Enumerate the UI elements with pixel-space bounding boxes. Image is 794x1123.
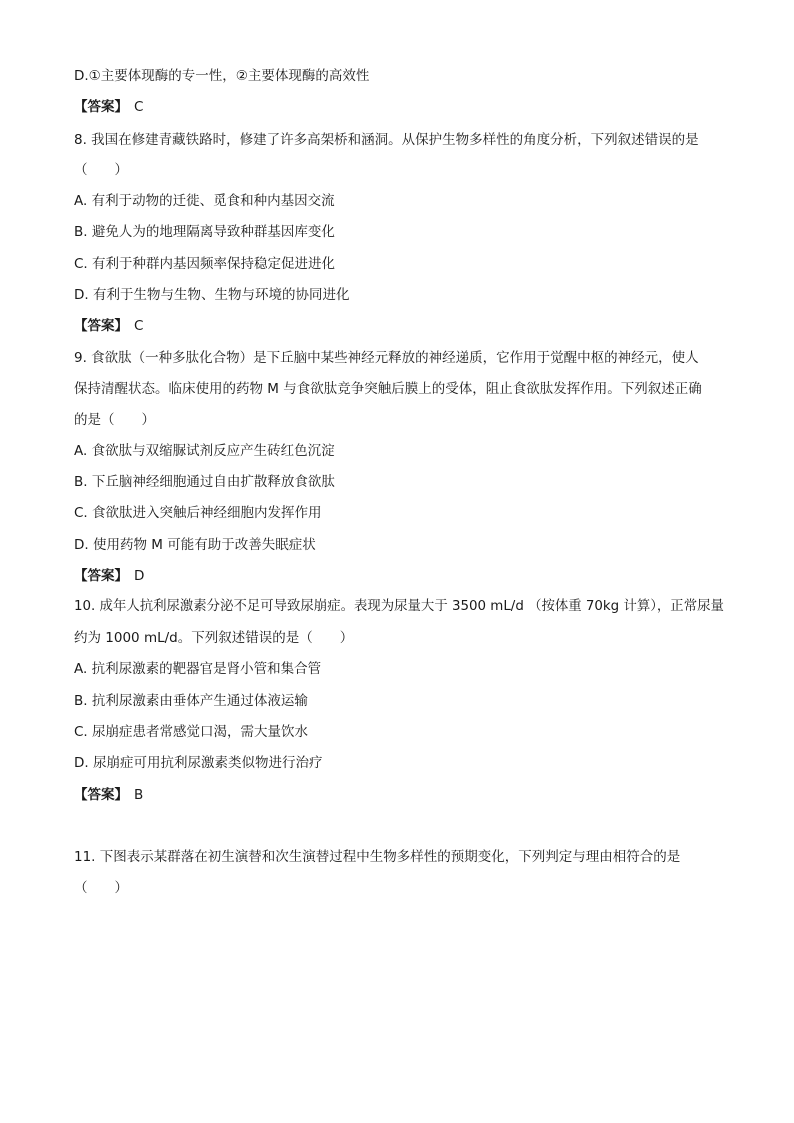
q10-option-a: A. 抗利尿激素的靶器官是肾小管和集合管 (74, 661, 322, 677)
q8-stem-line-1: 8. 我国在修建青藏铁路时，修建了许多高架桥和涵洞。从保护生物多样性的角度分析，下列叙述错误的是 (74, 132, 699, 148)
q10-option-b: B. 抗利尿激素由垂体产生通过体液运输 (74, 693, 308, 709)
q10-answer (74, 785, 143, 805)
q9-option-d: D. 使用药物 M 可能有助于改善失眠症状 (74, 537, 316, 553)
q8-option-d: D. 有利于生物与生物、生物与环境的协同进化 (74, 287, 350, 303)
answer-letter: C (134, 99, 144, 115)
answer-label: 【答案】 (74, 99, 128, 115)
q11-stem-line-2: （ ） (74, 880, 128, 896)
q9-stem-line-1: 9. 食欲肽（一种多肽化合物）是下丘脑中某些神经元释放的神经递质，它作用于觉醒中枢的神经元，使人 (74, 350, 699, 366)
q8-answer (74, 316, 143, 336)
q8-option-b: B. 避免人为的地理隔离导致种群基因库变化 (74, 224, 335, 240)
answer-label: 【答案】 (74, 787, 128, 803)
q9-option-c: C. 食欲肽进入突触后神经细胞内发挥作用 (74, 505, 322, 521)
answer-label: 【答案】 (74, 318, 128, 334)
answer-letter: B (134, 787, 144, 803)
q11-stem-line-1: 11. 下图表示某群落在初生演替和次生演替过程中生物多样性的预期变化，下列判定与理由相符合的是 (74, 849, 681, 865)
answer-letter: D (134, 568, 145, 584)
q7-option-d: D.①主要体现酶的专一性，②主要体现酶的高效性 (74, 68, 370, 84)
q10-stem-line-2: 约为 1000 mL/d。下列叙述错误的是（ ） (74, 630, 354, 646)
q8-option-c: C. 有利于种群内基因频率保持稳定促进进化 (74, 256, 336, 272)
answer-letter: C (134, 318, 144, 334)
answer-label: 【答案】 (74, 568, 128, 584)
q8-option-a: A. 有利于动物的迁徙、觅食和种内基因交流 (74, 193, 335, 209)
q10-option-c: C. 尿崩症患者常感觉口渴，需大量饮水 (74, 724, 309, 740)
q10-option-d: D. 尿崩症可用抗利尿激素类似物进行治疗 (74, 755, 323, 771)
q9-stem-line-3: 的是（ ） (74, 412, 155, 428)
q7-answer (74, 97, 143, 117)
q8-stem-line-2: （ ） (74, 162, 128, 178)
q9-stem-line-2: 保持清醒状态。临床使用的药物 M 与食欲肽竞争突触后膜上的受体，阻止食欲肽发挥作用。下列叙述正确 (74, 381, 702, 397)
q9-option-a: A. 食欲肽与双缩脲试剂反应产生砖红色沉淀 (74, 443, 335, 459)
q9-option-b: B. 下丘脑神经细胞通过自由扩散释放食欲肽 (74, 474, 335, 490)
q9-answer (74, 566, 144, 586)
q10-stem-line-1: 10. 成年人抗利尿激素分泌不足可导致尿崩症。表现为尿量大于 3500 mL/d （按体重 70kg 计算），正常尿量 (74, 599, 724, 614)
